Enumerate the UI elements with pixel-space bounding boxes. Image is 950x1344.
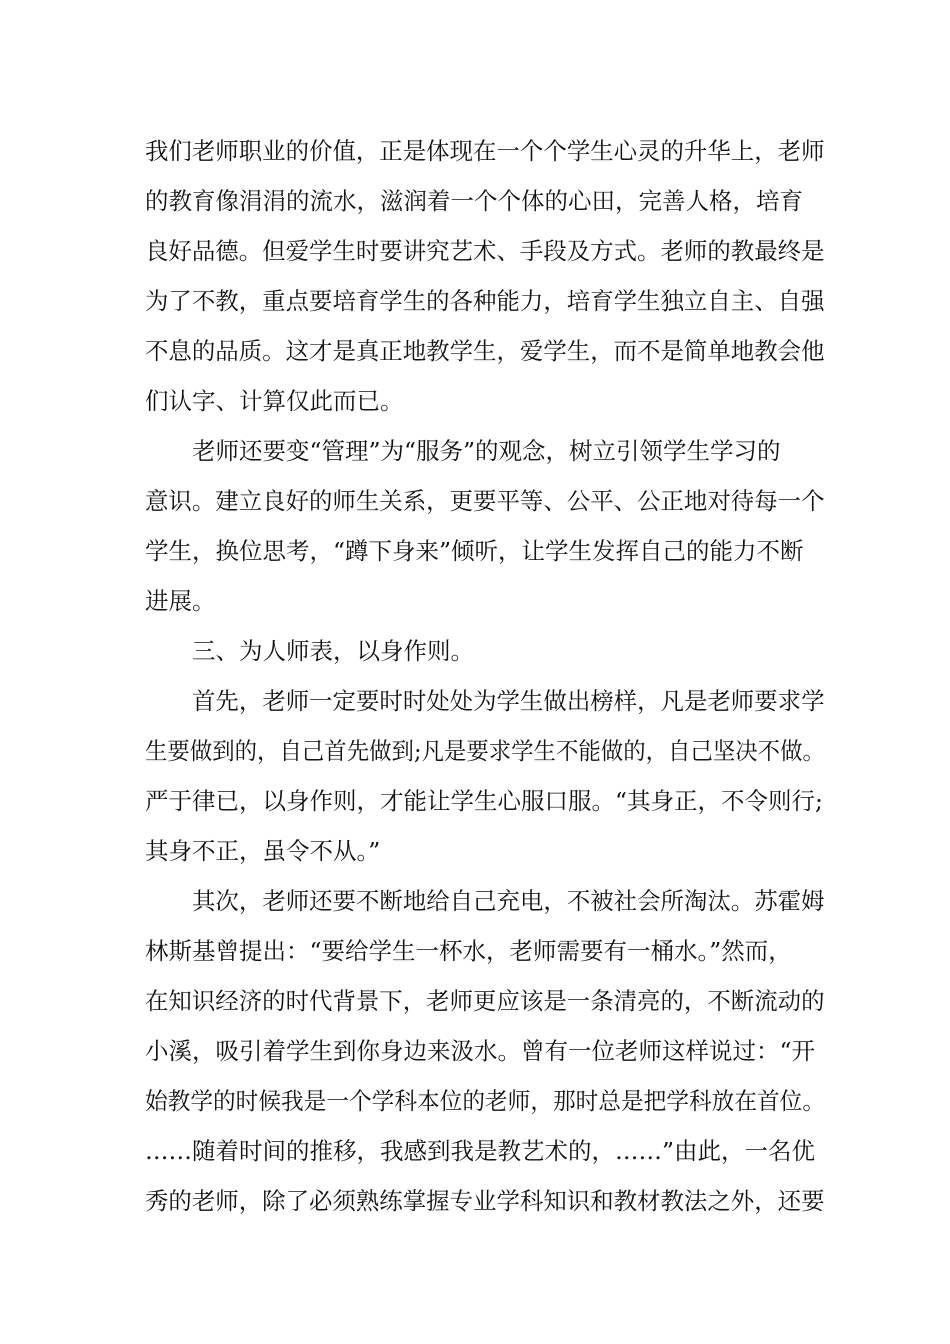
text-line: 学生，换位思考，“蹲下身来”倾听，让学生发挥自己的能力不断 bbox=[145, 537, 804, 565]
text-line: 的教育像涓涓的流水，滋润着一个个体的心田，完善人格，培育 bbox=[145, 187, 803, 215]
text-line: ……随着时间的推移，我感到我是教艺术的，……”由此，一名优 bbox=[145, 1137, 816, 1165]
text-line: 们认字、计算仅此而已。 bbox=[145, 387, 404, 415]
text-line: 我们老师职业的价值，正是体现在一个个学生心灵的升华上，老师 bbox=[145, 137, 825, 165]
text-line: 生要做到的，自己首先做到;凡是要求学生不能做的，自己坚决不做。 bbox=[145, 737, 825, 765]
text-line: 秀的老师，除了必须熟练掌握专业学科知识和教材教法之外，还要 bbox=[145, 1187, 825, 1215]
text-line: 在知识经济的时代背景下，老师更应该是一条清亮的，不断流动的 bbox=[145, 987, 825, 1015]
text-line: 其身不正，虽令不从。” bbox=[145, 837, 381, 865]
text-line: 老师还要变“管理”为“服务”的观念，树立引领学生学习的 bbox=[192, 437, 781, 465]
text-line: 良好品德。但爱学生时要讲究艺术、手段及方式。老师的教最终是 bbox=[145, 237, 825, 265]
text-line: 小溪，吸引着学生到你身边来汲水。曾有一位老师这样说过：“开 bbox=[145, 1037, 816, 1065]
text-line: 首先，老师一定要时时处处为学生做出榜样，凡是老师要求学 bbox=[192, 687, 825, 715]
section-heading: 三、为人师表，以身作则。 bbox=[192, 637, 474, 665]
text-line: 严于律已，以身作则，才能让学生心服口服。“其身正，不令则行; bbox=[145, 787, 823, 815]
text-line: 不息的品质。这才是真正地教学生，爱学生，而不是简单地教会他 bbox=[145, 337, 825, 365]
text-line: 其次，老师还要不断地给自己充电，不被社会所淘汰。苏霍姆 bbox=[192, 887, 825, 915]
text-line: 林斯基曾提出：“要给学生一杯水，老师需要有一桶水。”然而， bbox=[145, 937, 792, 965]
text-line: 为了不教，重点要培育学生的各种能力，培育学生独立自主、自强 bbox=[145, 287, 825, 315]
text-line: 意识。建立良好的师生关系，更要平等、公平、公正地对待每一个 bbox=[145, 487, 825, 515]
text-line: 始教学的时候我是一个学科本位的老师，那时总是把学科放在首位。 bbox=[145, 1087, 825, 1115]
text-line: 进展。 bbox=[145, 587, 216, 615]
